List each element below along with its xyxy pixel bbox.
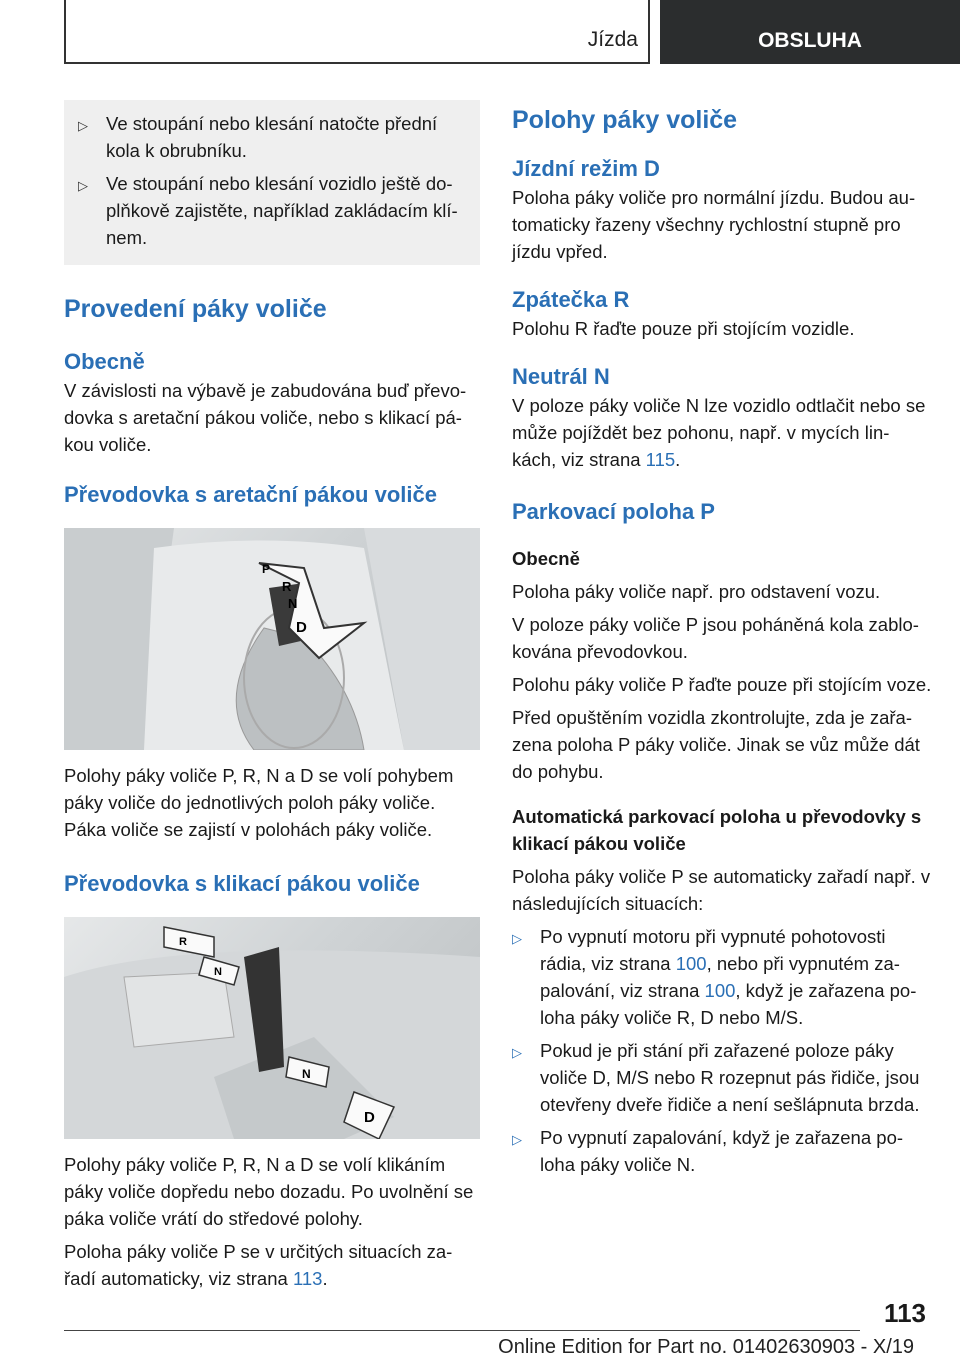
triangle-bullet-icon: ▷ xyxy=(512,1132,522,1147)
list-item: ▷ Po vypnutí zapalování, když je zařazena po-loha páky voliče N. xyxy=(512,1124,932,1178)
triangle-bullet-icon: ▷ xyxy=(78,178,88,193)
subsection-heading: Převodovka s aretační pákou voliče xyxy=(64,482,437,507)
note-box xyxy=(64,100,480,265)
list-item: ▷ Ve stoupání nebo klesání natočte přední kola k obrubníku. xyxy=(78,110,466,164)
gear-label-p: P xyxy=(262,562,271,576)
paragraph: Polohy páky voliče P, R, N a D se volí pohybem páky voliče do jednotlivých poloh páky voliče. Páka voliče se zajistí v polohách páky voliče. xyxy=(64,765,454,840)
gear-label-r: R xyxy=(179,936,187,948)
gear-label-d: D xyxy=(364,1109,375,1126)
triangle-bullet-icon: ▷ xyxy=(512,1045,522,1060)
subsection-heading: Převodovka s klikací pákou voliče xyxy=(64,871,420,896)
paragraph: V poloze páky voliče N lze vozidlo odtlačit nebo se může pojíždět bez pohonu, např. v mycích lin-kách, viz strana 115. xyxy=(512,395,926,470)
footer-edition: Online Edition for Part no. 01402630903 - X/19 xyxy=(498,1336,914,1358)
footer-divider xyxy=(64,1330,860,1331)
paragraph: Polohu R řaďte pouze při stojícím vozidle. xyxy=(512,318,855,339)
gear-label-r: R xyxy=(282,579,292,594)
list-item: ▷ Ve stoupání nebo klesání vozidlo ještě do-plňkově zajistěte, například zakládacím klí-nem. xyxy=(78,170,466,251)
right-column xyxy=(512,100,932,1178)
page-number: 113 xyxy=(884,1298,926,1328)
paragraph: Poloha páky voliče P se v určitých situacích za-řadí automaticky, viz strana 113. xyxy=(64,1241,453,1289)
paragraph: Poloha páky voliče např. pro odstavení vozu. xyxy=(512,581,881,602)
paragraph: Polohy páky voliče P, R, N a D se volí klikáním páky voliče dopředu nebo dozadu. Po uvolnění se páka voliče vrátí do středové polohy. xyxy=(64,1154,474,1229)
paragraph: Poloha páky voliče pro normální jízdu. Budou au-tomaticky řazeny všechny rychlostní stupně pro jízdu vpřed. xyxy=(512,187,916,262)
left-column xyxy=(64,100,480,1292)
paragraph: Poloha páky voliče P se automaticky zařadí např. v následujících situacích: xyxy=(512,866,931,914)
page-link[interactable]: 100 xyxy=(675,953,707,974)
minor-heading: Automatická parkovací poloha u převodovky s klikací pákou voliče xyxy=(512,806,922,854)
subsection-heading: Obecně xyxy=(64,349,145,374)
triangle-bullet-icon: ▷ xyxy=(512,931,522,946)
gear-label-n-upper: N xyxy=(214,966,222,978)
subsection-heading: Zpátečka R xyxy=(512,287,630,312)
list-item: ▷ Po vypnutí motoru při vypnuté pohotovosti rádia, viz strana 100, nebo při vypnutém za-palování, viz strana 100, když je zařazena po-loha páky voliče R, D nebo M/S. xyxy=(512,923,932,1031)
gear-lever-photo xyxy=(64,528,480,750)
gear-label-n-lower: N xyxy=(302,1067,311,1081)
gear-label-n: N xyxy=(288,596,298,611)
gear-lever-illustration xyxy=(64,528,480,750)
page-link[interactable]: 113 xyxy=(292,1268,323,1289)
subsection-heading: Neutrál N xyxy=(512,364,610,389)
triangle-bullet-icon: ▷ xyxy=(78,118,88,133)
paragraph: V poloze páky voliče P jsou poháněná kola zablo-kována převodovkou. xyxy=(512,614,919,662)
gear-lever-photo xyxy=(64,917,480,1139)
page-link[interactable]: 100 xyxy=(704,980,736,1001)
subsection-heading: Jízdní režim D xyxy=(512,156,660,181)
chapter-label: OBSLUHA xyxy=(758,29,862,52)
page-link[interactable]: 115 xyxy=(645,449,676,470)
header-frame xyxy=(64,0,650,64)
header-chapter-tab xyxy=(660,0,960,64)
header-section-title: Jízda xyxy=(587,28,638,51)
section-heading: Provedení páky voliče xyxy=(64,295,327,323)
paragraph: Před opuštěním vozidla zkontrolujte, zda je zařa-zena poloha P páky voliče. Jinak se vůz může dát do pohybu. xyxy=(512,707,920,782)
paragraph: Polohu páky voliče P řaďte pouze při stojícím voze. xyxy=(512,674,932,695)
gear-lever-illustration xyxy=(64,917,480,1139)
list-item: ▷ Pokud je při stání při zařazené poloze páky voliče D, M/S nebo R rozepnut pás řidiče, jsou otevřeny dveře řidiče a není sešlápnuta brzda. xyxy=(512,1037,932,1118)
paragraph: V závislosti na výbavě je zabudována buď převo-dovka s aretační pákou voliče, nebo s klikací pá-kou voliče. xyxy=(64,380,467,455)
subsection-heading: Parkovací poloha P xyxy=(512,499,715,524)
minor-heading: Obecně xyxy=(512,548,580,569)
gear-label-d: D xyxy=(296,619,307,636)
section-heading: Polohy páky voliče xyxy=(512,106,738,134)
